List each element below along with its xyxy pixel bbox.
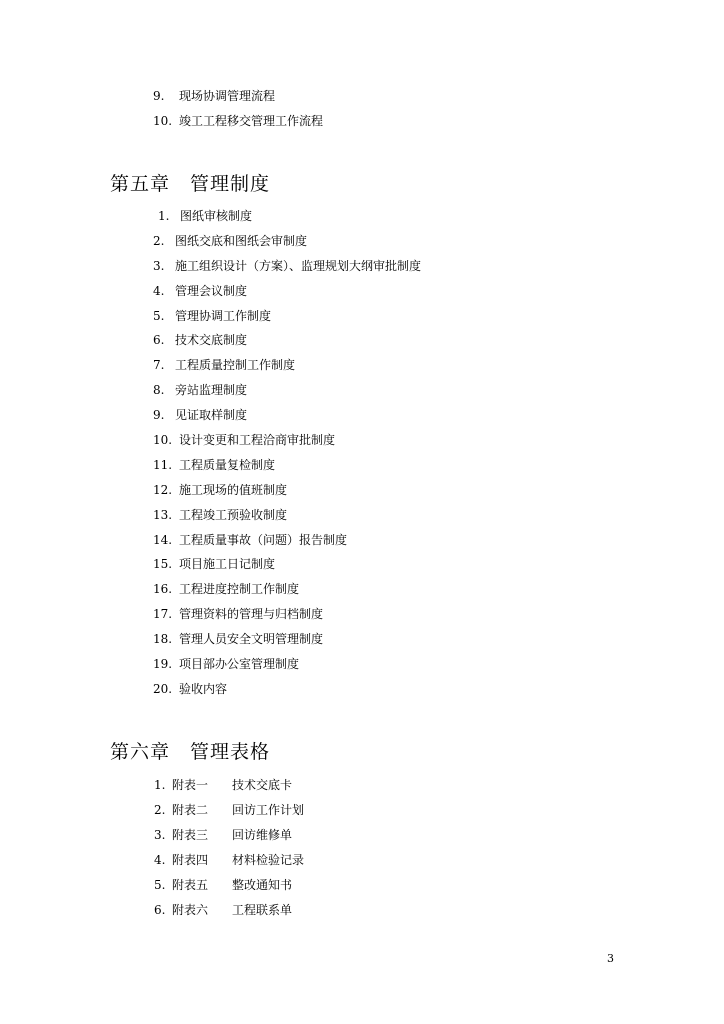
list-item [153, 382, 247, 398]
item-text: 管理协调工作制度 [175, 309, 272, 323]
item-number: 3. [154, 828, 166, 842]
appendix-label: 附表二 [172, 803, 209, 817]
list-item [153, 233, 307, 249]
item-text: 技术交底制度 [175, 333, 248, 347]
list-item [153, 581, 299, 597]
item-number: 18. [153, 632, 173, 646]
item-number: 11. [153, 458, 173, 472]
list-item [153, 357, 295, 373]
item-number: 12. [153, 483, 173, 497]
list-item [153, 332, 247, 348]
item-number: 6. [153, 333, 165, 347]
appendix-name: 回访工作计划 [232, 803, 305, 817]
item-text: 见证取样制度 [175, 408, 248, 422]
item-text: 图纸审核制度 [180, 209, 253, 223]
item-text: 工程质量控制工作制度 [175, 358, 296, 372]
list-item [158, 208, 252, 224]
item-number: 10. [153, 433, 173, 447]
item-number: 7. [153, 358, 165, 372]
item-text: 管理资料的管理与归档制度 [179, 607, 324, 621]
appendix-label: 附表四 [172, 853, 209, 867]
appendix-name: 材料检验记录 [232, 853, 305, 867]
item-number: 15. [153, 557, 173, 571]
list-item [153, 556, 275, 572]
list-item [153, 532, 347, 548]
appendix-label: 附表五 [172, 878, 209, 892]
item-text: 工程质量复检制度 [179, 458, 276, 472]
chapter-title: 管理表格 [190, 741, 271, 763]
item-text: 工程质量事故（问题）报告制度 [179, 533, 348, 547]
item-number: 17. [153, 607, 173, 621]
appendix-table-item [154, 777, 292, 793]
list-item [153, 482, 287, 498]
item-number: 14. [153, 533, 173, 547]
item-text: 管理会议制度 [175, 284, 248, 298]
list-item [153, 88, 275, 104]
list-item [153, 507, 287, 523]
item-number: 5. [153, 309, 165, 323]
item-number: 6. [154, 903, 166, 917]
item-text: 竣工工程移交管理工作流程 [179, 114, 324, 128]
item-number: 9. [153, 89, 165, 103]
item-text: 工程进度控制工作制度 [179, 582, 300, 596]
appendix-name: 工程联系单 [232, 903, 293, 917]
item-number: 5. [154, 878, 166, 892]
item-text: 项目部办公室管理制度 [179, 657, 300, 671]
item-text: 管理人员安全文明管理制度 [179, 632, 324, 646]
chapter-number: 第五章 [110, 173, 171, 195]
appendix-table-item [154, 852, 304, 868]
list-item [153, 656, 299, 672]
list-item [153, 283, 247, 299]
list-item [153, 407, 247, 423]
list-item [153, 308, 271, 324]
list-item [153, 258, 421, 274]
list-item [153, 113, 323, 129]
item-text: 施工现场的值班制度 [179, 483, 288, 497]
item-text: 验收内容 [179, 682, 228, 696]
chapter-heading [110, 172, 270, 196]
list-item [153, 681, 227, 697]
item-number: 19. [153, 657, 173, 671]
item-text: 工程竣工预验收制度 [179, 508, 288, 522]
item-number: 1. [158, 209, 170, 223]
item-text: 旁站监理制度 [175, 383, 248, 397]
chapter-heading [110, 740, 270, 764]
item-number: 20. [153, 682, 173, 696]
item-number: 13. [153, 508, 173, 522]
item-text: 现场协调管理流程 [179, 89, 276, 103]
appendix-table-item [154, 827, 292, 843]
item-text: 图纸交底和图纸会审制度 [175, 234, 308, 248]
list-item [153, 457, 275, 473]
appendix-label: 附表六 [172, 903, 209, 917]
chapter-title: 管理制度 [190, 173, 271, 195]
item-number: 4. [154, 853, 166, 867]
item-text: 设计变更和工程洽商审批制度 [179, 433, 336, 447]
appendix-name: 整改通知书 [232, 878, 293, 892]
item-number: 9. [153, 408, 165, 422]
appendix-table-item [154, 877, 292, 893]
page-number: 3 [607, 952, 614, 965]
list-item [153, 631, 323, 647]
item-number: 2. [153, 234, 165, 248]
appendix-label: 附表一 [172, 778, 209, 792]
appendix-table-item [154, 902, 292, 918]
appendix-label: 附表三 [172, 828, 209, 842]
item-text: 项目施工日记制度 [179, 557, 276, 571]
chapter-number: 第六章 [110, 741, 171, 763]
list-item [153, 432, 335, 448]
appendix-name: 技术交底卡 [232, 778, 293, 792]
item-number: 2. [154, 803, 166, 817]
item-text: 施工组织设计（方案）、监理规划大纲审批制度 [175, 259, 422, 273]
item-number: 1. [154, 778, 166, 792]
item-number: 10. [153, 114, 173, 128]
item-number: 16. [153, 582, 173, 596]
list-item [153, 606, 323, 622]
item-number: 3. [153, 259, 165, 273]
appendix-name: 回访维修单 [232, 828, 293, 842]
appendix-table-item [154, 802, 304, 818]
item-number: 4. [153, 284, 165, 298]
item-number: 8. [153, 383, 165, 397]
